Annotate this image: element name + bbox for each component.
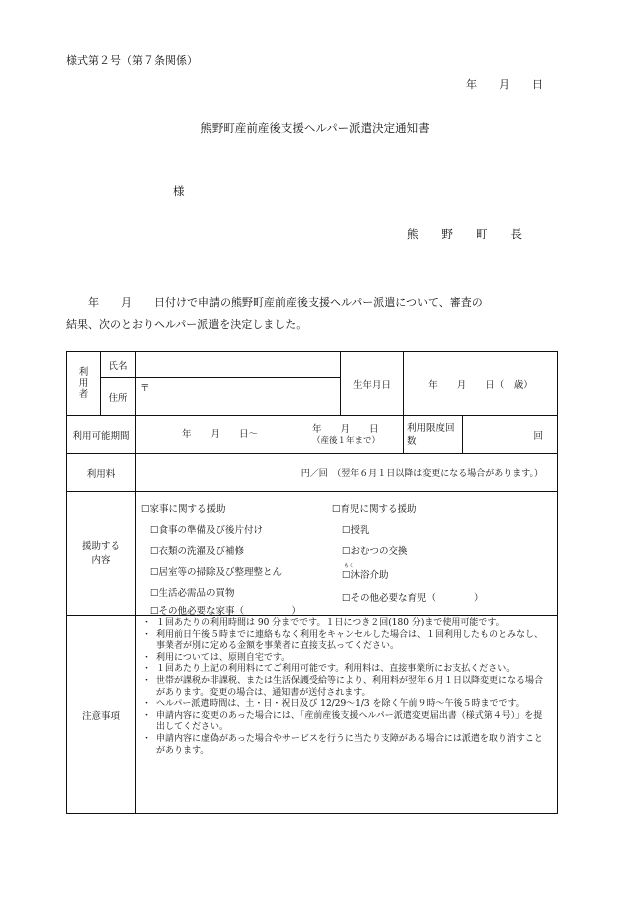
support-options [136, 492, 558, 616]
intro-text [66, 292, 566, 336]
support-label: 援助する内容 [81, 540, 120, 566]
decision-table [66, 351, 558, 814]
housework-laundry[interactable]: ☐衣類の洗濯及び補修 [150, 545, 245, 557]
childcare-bath-label: ☐沐浴介助 [342, 569, 389, 581]
notes-row [67, 616, 558, 814]
issue-date: 年 月 日 [466, 78, 543, 91]
fee-label: 利用料 [67, 454, 136, 492]
period-label: 利用可能期間 [67, 416, 136, 454]
fee-value[interactable]: 円／回 （翌年６月１日以降は変更になる場合があります。） [136, 454, 558, 492]
housework-cleaning[interactable]: ☐居室等の掃除及び整理整とん [150, 566, 283, 578]
support-label-cell [67, 492, 136, 616]
note-item: ・ １回あたり上記の利用料にてご利用可能です。利用料は、直接事業所にお支払ください。 [142, 664, 551, 676]
issuer: 熊 野 町 長 [407, 227, 522, 241]
housework-meal[interactable]: ☐食事の準備及び後片付け [150, 524, 264, 536]
birth-value[interactable]: 年 月 日（ 歳） [404, 352, 558, 416]
note-item: ・ 世帯が課税か非課税、または生活保護受給等により、利用料が翌年６月１日以降変更になる場合があります。変更の場合は、通知書が送付されます。 [142, 676, 551, 699]
intro-line-2: 結果、次のとおりヘルパー派遣を決定しました。 [66, 318, 308, 331]
user-group-label: 利用者 [78, 367, 89, 400]
childcare-bath[interactable] [342, 562, 389, 581]
limit-value[interactable]: 回 [463, 416, 558, 454]
name-row [67, 352, 558, 378]
period-to: 年 月 日 [312, 423, 379, 435]
note-item: ・ 利用前日午後５時までに連絡もなく利用をキャンセルした場合は、１回利用したものとみなし、事業者が別に定める金額を事業者に直接支払ってください。 [142, 630, 551, 653]
note-item: ・ ヘルパー派遣時間は、土・日・祝日及び 12/29～1/3 を除く午前９時～午後５時までです。 [142, 699, 551, 711]
support-row [67, 492, 558, 616]
note-item: ・ 申請内容に虚偽があった場合やサービスを行うに当たり支障がある場合には派遣を取り消すことがあります。 [142, 734, 551, 757]
mokuyoku-ruby: もく [344, 562, 355, 569]
notes-label: 注意事項 [67, 616, 136, 814]
period-value[interactable] [136, 416, 404, 454]
housework-heading[interactable]: ☐家事に関する援助 [141, 503, 226, 515]
user-group-cell [67, 352, 101, 416]
period-note: （産後１年まで） [312, 435, 381, 446]
note-item: ・ 申請内容に変更のあった場合には、「産前産後支援ヘルパー派遣変更届出書（様式第４号）」を提出してください。 [142, 711, 551, 734]
notes-list [136, 616, 557, 759]
childcare-feeding[interactable]: ☐授乳 [342, 524, 370, 536]
form-number: 様式第２号（第７条関係） [66, 54, 198, 67]
childcare-other[interactable]: ☐その他必要な育児（ ） [342, 592, 484, 604]
name-field[interactable] [136, 352, 341, 378]
address-label: 住所 [101, 378, 136, 416]
housework-shopping[interactable]: ☐生活必需品の買物 [150, 587, 235, 599]
birth-label: 生年月日 [341, 352, 404, 416]
childcare-heading[interactable]: ☐育児に関する援助 [332, 503, 417, 515]
postal-mark: 〒 [140, 383, 150, 394]
name-label: 氏名 [101, 352, 136, 378]
intro-line-1: 年 月 日付けで申請の熊野町産前産後支援ヘルパー派遣について、審査の [66, 296, 483, 309]
housework-other[interactable]: ☐その他必要な家事（ ） [150, 605, 302, 617]
period-from: 年 月 日～ [182, 428, 259, 440]
notes-cell [136, 616, 558, 814]
period-row [67, 416, 558, 454]
document-title: 熊野町産前産後支援ヘルパー派遣決定通知書 [200, 121, 430, 135]
childcare-diaper[interactable]: ☐おむつの交換 [342, 545, 408, 557]
note-item: ・ １回あたりの利用時間は 90 分までです。１日につき２回(180 分)まで使用可能です。 [142, 618, 551, 630]
addressee: 様 [173, 184, 185, 198]
limit-label: 利用限度回数 [404, 416, 463, 454]
address-field[interactable] [136, 378, 341, 416]
fee-row [67, 454, 558, 492]
note-item: ・ 利用については、原則自宅です。 [142, 653, 551, 665]
